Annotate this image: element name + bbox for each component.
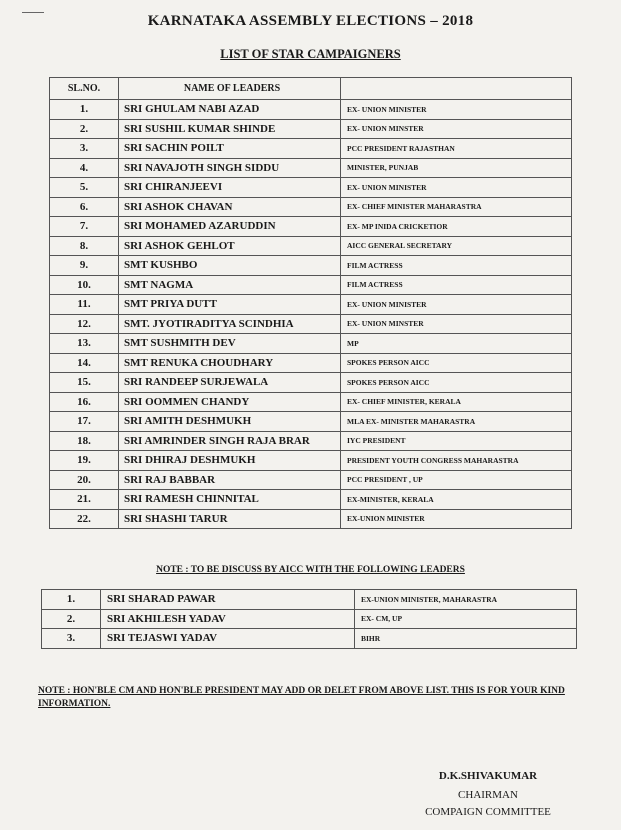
row-number: 20. [50, 470, 119, 490]
table-row [50, 100, 572, 120]
leader-designation: EX-UNION MINISTER [341, 509, 572, 529]
leader-name: SRI GHULAM NABI AZAD [119, 100, 341, 120]
leader-name: SRI CHIRANJEEVI [119, 178, 341, 198]
leader-name: SRI SUSHIL KUMAR SHINDE [119, 119, 341, 139]
leader-name: SRI DHIRAJ DESHMUKH [119, 451, 341, 471]
leader-designation: EX- CHIEF MINISTER MAHARASTRA [341, 197, 572, 217]
leader-designation: MLA EX- MINISTER MAHARASTRA [341, 412, 572, 432]
row-number: 10. [50, 275, 119, 295]
leader-designation: FILM ACTRESS [341, 275, 572, 295]
table-row [50, 451, 572, 471]
table-row [50, 295, 572, 315]
leader-name: SMT RENUKA CHOUDHARY [119, 353, 341, 373]
leader-designation: EX- UNION MINISTER [341, 100, 572, 120]
leader-designation: MINISTER, PUNJAB [341, 158, 572, 178]
leader-name: SMT. JYOTIRADITYA SCINDHIA [119, 314, 341, 334]
leader-designation: EX-MINISTER, KERALA [341, 490, 572, 510]
table-row [42, 590, 577, 610]
row-number: 6. [50, 197, 119, 217]
table-row [50, 509, 572, 529]
row-number: 15. [50, 373, 119, 393]
leader-designation: EX- UNION MINISTER [341, 178, 572, 198]
table-row [50, 256, 572, 276]
table-row [42, 609, 577, 629]
row-number: 22. [50, 509, 119, 529]
table-row [50, 353, 572, 373]
footer-note: NOTE : HON'BLE CM AND HON'BLE PRESIDENT MAY ADD OR DELET FROM ABOVE LIST. THIS IS FOR YOUR KIND INFORMATION. [38, 686, 565, 709]
leader-designation: PCC PRESIDENT , UP [341, 470, 572, 490]
row-number: 2. [42, 609, 101, 629]
signatory-name: D.K.SHIVAKUMAR [438, 770, 538, 782]
leader-name: SMT KUSHBO [119, 256, 341, 276]
table-row [50, 139, 572, 159]
table-row [42, 629, 577, 649]
star-campaigners-table [49, 77, 572, 529]
table-row [50, 158, 572, 178]
leader-designation: PCC PRESIDENT RAJASTHAN [341, 139, 572, 159]
row-number: 21. [50, 490, 119, 510]
row-number: 4. [50, 158, 119, 178]
row-number: 3. [42, 629, 101, 649]
table-row [50, 178, 572, 198]
table-row [50, 119, 572, 139]
row-number: 8. [50, 236, 119, 256]
leader-designation: AICC GENERAL SECRETARY [341, 236, 572, 256]
note-discuss: NOTE : TO BE DISCUSS BY AICC WITH THE FOLLOWING LEADERS [156, 565, 465, 575]
leader-name: SMT NAGMA [119, 275, 341, 295]
leader-name: SRI NAVAJOTH SINGH SIDDU [119, 158, 341, 178]
leader-name: SMT PRIYA DUTT [119, 295, 341, 315]
row-number: 13. [50, 334, 119, 354]
table-header-row [50, 78, 572, 100]
document-subtitle: LIST OF STAR CAMPAIGNERS [220, 47, 401, 61]
leader-name: SRI ASHOK GEHLOT [119, 236, 341, 256]
row-number: 2. [50, 119, 119, 139]
signatory-committee: COMPAIGN COMMITTEE [425, 806, 551, 818]
leader-designation: FILM ACTRESS [341, 256, 572, 276]
leader-designation: EX- MP INIDA CRICKETIOR [341, 217, 572, 237]
leader-name: SRI ASHOK CHAVAN [119, 197, 341, 217]
table-row [50, 373, 572, 393]
leader-name: SRI AKHILESH YADAV [101, 609, 355, 629]
table-row [50, 490, 572, 510]
row-number: 16. [50, 392, 119, 412]
table-row [50, 197, 572, 217]
leader-designation: EX- CM, UP [355, 609, 577, 629]
table-row [50, 275, 572, 295]
table-row [50, 236, 572, 256]
row-number: 18. [50, 431, 119, 451]
leader-name: SRI AMITH DESHMUKH [119, 412, 341, 432]
table-row [50, 314, 572, 334]
row-number: 11. [50, 295, 119, 315]
table-row [50, 392, 572, 412]
leader-name: SRI OOMMEN CHANDY [119, 392, 341, 412]
row-number: 17. [50, 412, 119, 432]
leader-designation: EX- CHIEF MINISTER, KERALA [341, 392, 572, 412]
leader-name: SRI RAJ BABBAR [119, 470, 341, 490]
row-number: 1. [50, 100, 119, 120]
row-number: 3. [50, 139, 119, 159]
signatory-role: CHAIRMAN [458, 789, 518, 801]
leader-designation: EX- UNION MINISTER [341, 295, 572, 315]
leader-designation: EX-UNION MINISTER, MAHARASTRA [355, 590, 577, 610]
leader-name: SRI SACHIN POILT [119, 139, 341, 159]
leader-name: SRI RAMESH CHINNITAL [119, 490, 341, 510]
leader-designation: SPOKES PERSON AICC [341, 373, 572, 393]
document-title: KARNATAKA ASSEMBLY ELECTIONS – 2018 [147, 13, 474, 29]
row-number: 19. [50, 451, 119, 471]
leader-designation: SPOKES PERSON AICC [341, 353, 572, 373]
table-row [50, 470, 572, 490]
header-sl-no: SL.NO. [50, 78, 119, 100]
leader-name: SRI RANDEEP SURJEWALA [119, 373, 341, 393]
table-row [50, 334, 572, 354]
star-campaigners-body [50, 100, 572, 529]
leader-designation: MP [341, 334, 572, 354]
leader-designation: PRESIDENT YOUTH CONGRESS MAHARASTRA [341, 451, 572, 471]
leader-designation: BIHR [355, 629, 577, 649]
leader-designation: EX- UNION MINSTER [341, 314, 572, 334]
leader-name: SRI MOHAMED AZARUDDIN [119, 217, 341, 237]
leader-name: SRI TEJASWI YADAV [101, 629, 355, 649]
leader-designation: EX- UNION MINSTER [341, 119, 572, 139]
discuss-leaders-body [42, 590, 577, 649]
leader-designation: IYC PRESIDENT [341, 431, 572, 451]
table-row [50, 431, 572, 451]
discuss-leaders-table [41, 589, 577, 649]
leader-name: SMT SUSHMITH DEV [119, 334, 341, 354]
header-name-of-leaders: NAME OF LEADERS [119, 78, 341, 100]
row-number: 14. [50, 353, 119, 373]
row-number: 1. [42, 590, 101, 610]
table-row [50, 412, 572, 432]
leader-name: SRI SHARAD PAWAR [101, 590, 355, 610]
row-number: 7. [50, 217, 119, 237]
leader-name: SRI SHASHI TARUR [119, 509, 341, 529]
row-number: 12. [50, 314, 119, 334]
row-number: 9. [50, 256, 119, 276]
table-row [50, 217, 572, 237]
header-designation [341, 78, 572, 100]
leader-name: SRI AMRINDER SINGH RAJA BRAR [119, 431, 341, 451]
row-number: 5. [50, 178, 119, 198]
